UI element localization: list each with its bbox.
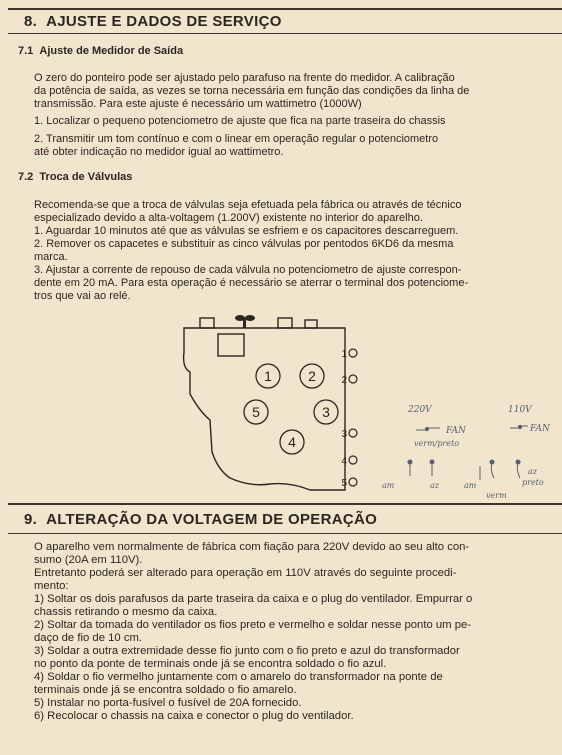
wire-color-note: verm/preto xyxy=(414,439,460,448)
subsection-7-1-step-2 xyxy=(34,133,548,159)
subsection-7-1-step-1 xyxy=(34,115,548,128)
bottom-wire-am-2: am xyxy=(464,481,477,490)
handwritten-wiring-notes xyxy=(380,396,550,500)
text-line: da potência de saída, as vezes se torna necessária em função das condições da linha de xyxy=(34,85,470,97)
text-line: no ponto da ponte de terminais onde já se encontra soldado o fio azul. xyxy=(34,658,387,670)
section-9-top-rule xyxy=(8,503,562,505)
text-line: 3) Soldar a outra extremidade desse fio junto com o fio preto e azul do transformador xyxy=(34,645,460,657)
text-line: especializado devido a alta-voltagem (1.200V) existente no interior do aparelho. xyxy=(34,212,423,224)
valve-label-4: 4 xyxy=(288,434,296,450)
text-line: marca. xyxy=(34,251,68,263)
text-line: 2) Soltar da tomada do ventilador os fios preto e vermelho e soldar nesse ponto um pe- xyxy=(34,619,472,631)
text-line: 2. Transmitir um tom contínuo e com o linear em operação regular o potenciometro xyxy=(34,133,439,145)
section-8-top-rule xyxy=(8,8,562,10)
subsection-7-1-heading xyxy=(18,45,183,57)
chassis-diagram xyxy=(170,312,376,497)
section-8-bottom-rule xyxy=(8,33,562,34)
text-line: tros que vai ao relé. xyxy=(34,290,131,302)
section-8-number: 8. xyxy=(24,13,38,30)
bottom-wire-am-1: am xyxy=(382,481,395,490)
text-line: daço de fio de 10 cm. xyxy=(34,632,143,644)
text-line: 3. Ajustar a corrente de repouso de cada válvula no potenciometro de ajuste correspon- xyxy=(34,264,462,276)
chassis-tab xyxy=(305,320,317,328)
text-line: 2. Remover os capacetes e substituir as cinco válvulas por pentodos 6KD6 da mesma xyxy=(34,238,454,250)
text-line: O zero do ponteiro pode ser ajustado pelo parafuso na frente do medidor. A calibração xyxy=(34,72,455,84)
text-line: 1. Aguardar 10 minutos até que as válvulas se esfriem e os capacitores descarreguem. xyxy=(34,225,459,237)
subsection-7-2-number: 7.2 xyxy=(18,171,34,183)
voltage-220-note: 220V xyxy=(408,405,432,415)
subsection-7-1-number: 7.1 xyxy=(18,45,34,57)
terminal-label-1: 1 xyxy=(341,349,347,360)
bottom-wire-az: az xyxy=(430,481,439,490)
terminal-2 xyxy=(349,375,357,383)
section-8-heading xyxy=(24,13,282,30)
subsection-7-2-heading xyxy=(18,171,132,183)
chassis-tab xyxy=(200,318,214,328)
text-line: sumo (20A em 110V). xyxy=(34,554,143,566)
terminal-label-5: 5 xyxy=(341,478,347,489)
valve-label-3: 3 xyxy=(322,404,330,420)
text-line: 5) Instalar no porta-fusível o fusível de 20A fornecido. xyxy=(34,697,302,709)
section-9-bottom-rule xyxy=(8,533,562,534)
chassis-component xyxy=(218,334,244,356)
section-9-body xyxy=(34,541,554,723)
text-line: até obter indicação no medidor igual ao wattimetro. xyxy=(34,146,284,158)
text-line: terminais onde já se encontra soldado o fio amarelo. xyxy=(34,684,297,696)
terminal-1 xyxy=(349,349,357,357)
text-line: transmissão. Para este ajuste é necessário um wattimetro (1000W) xyxy=(34,98,362,110)
section-9-heading xyxy=(24,511,377,528)
text-line: O aparelho vem normalmente de fábrica com fiação para 220V devido ao seu alto con- xyxy=(34,541,470,553)
terminal-label-3: 3 xyxy=(341,429,347,440)
voltage-110-note: 110V xyxy=(508,405,532,415)
section-9-title: ALTERAÇÃO DA VOLTAGEM DE OPERAÇÃO xyxy=(46,511,378,528)
terminal-4 xyxy=(349,456,357,464)
terminal-3 xyxy=(349,429,357,437)
terminal-5 xyxy=(349,478,357,486)
subsection-7-1-intro xyxy=(34,72,548,111)
fan-symbol-icon xyxy=(235,315,255,328)
text-line: Recomenda-se que a troca de válvulas seja efetuada pela fábrica ou através de técnico xyxy=(34,199,462,211)
chassis-outline xyxy=(184,328,345,490)
text-line: 4) Soldar o fio vermelho juntamente com o amarelo do transformador na ponte de xyxy=(34,671,443,683)
text-line: 6) Recolocar o chassis na caixa e conector o plug do ventilador. xyxy=(34,710,354,722)
section-8-title: AJUSTE E DADOS DE SERVIÇO xyxy=(46,13,282,30)
section-9-number: 9. xyxy=(24,511,38,528)
bottom-wire-verm: verm xyxy=(486,491,507,500)
subsection-7-2-title: Troca de Válvulas xyxy=(39,171,133,183)
valve-label-1: 1 xyxy=(264,368,272,384)
chassis-tab xyxy=(278,318,292,328)
text-line: 1. Localizar o pequeno potenciometro de ajuste que fica na parte traseira do chassis xyxy=(34,115,446,127)
terminal-label-4: 4 xyxy=(341,456,347,467)
text-line: chassis retirando o mesmo da caixa. xyxy=(34,606,218,618)
subsection-7-1-title: Ajuste de Medidor de Saída xyxy=(39,45,184,57)
subsection-7-2-body xyxy=(34,199,548,303)
terminal-label-2: 2 xyxy=(341,375,347,386)
valve-label-2: 2 xyxy=(308,368,316,384)
fan-right-note: FAN xyxy=(530,424,550,434)
right-terminal-preto-note: preto xyxy=(522,478,544,487)
valve-label-5: 5 xyxy=(252,404,260,420)
text-line: 1) Soltar os dois parafusos da parte traseira da caixa e o plug do ventilador. Empurrar o xyxy=(34,593,473,605)
text-line: mento: xyxy=(34,580,69,592)
text-line: Entretanto poderá ser alterado para operação em 110V através do seguinte procedi- xyxy=(34,567,457,579)
fan-left-note: FAN xyxy=(446,426,466,436)
right-terminal-az-note: az xyxy=(528,467,537,476)
text-line: dente em 20 mA. Para esta operação é necessário se aterrar o terminal dos potenciome- xyxy=(34,277,469,289)
